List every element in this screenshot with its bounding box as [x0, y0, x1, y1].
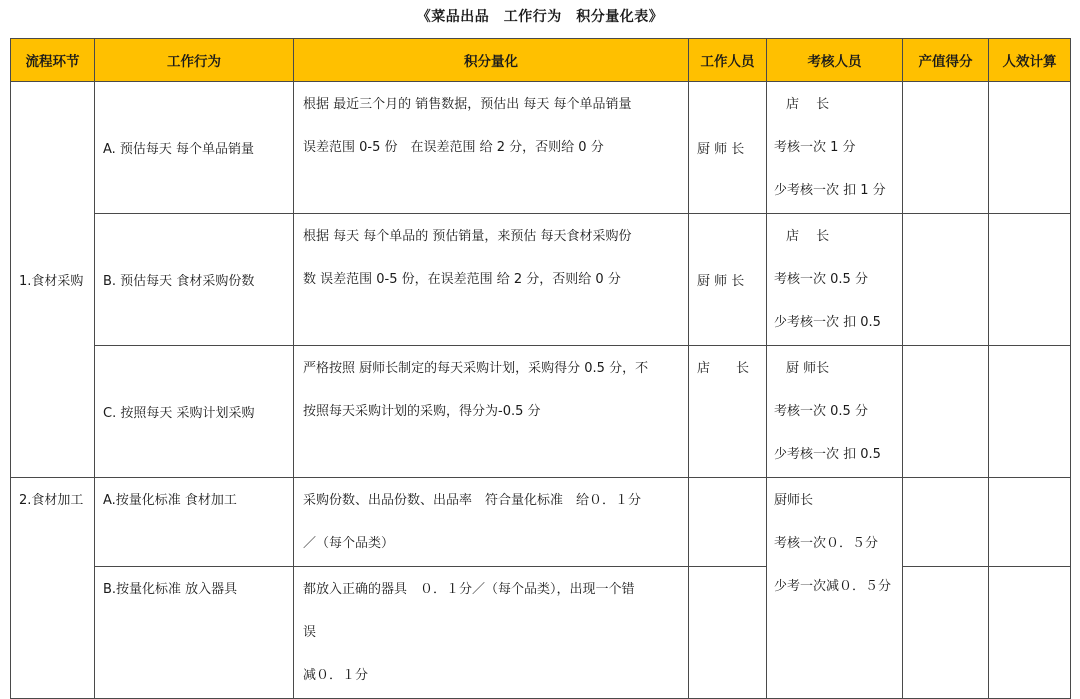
- score-cell: [294, 214, 689, 346]
- behavior-cell: A. 预估每天 每个单品销量: [95, 82, 294, 214]
- process-cell: 1.食材采购: [11, 82, 95, 478]
- efficiency-cell: [989, 82, 1071, 214]
- table-row: [11, 478, 1071, 567]
- behavior-cell: [95, 567, 294, 699]
- reviewer-line: 考核一次 1 分: [774, 140, 856, 155]
- table-row: [11, 214, 1071, 346]
- score-cell: [294, 346, 689, 478]
- behavior-cell: [95, 478, 294, 567]
- header-row: [11, 39, 1071, 82]
- table-row: [11, 346, 1071, 478]
- reviewer-cell: [767, 346, 903, 478]
- behavior-text: A.按量化标准 食材加工: [103, 493, 237, 508]
- reviewer-line: 考核一次０．５分: [774, 536, 879, 551]
- reviewer-line: 厨师长: [774, 493, 814, 508]
- score-cell: [294, 82, 689, 214]
- reviewer-line: 厨 师长: [786, 361, 830, 376]
- score-line: ／（每个品类）: [303, 536, 395, 551]
- efficiency-cell: [989, 567, 1071, 699]
- reviewer-line: 少考一次减０．５分: [774, 579, 892, 594]
- header-efficiency: 人效计算: [989, 39, 1071, 82]
- score-cell: [294, 478, 689, 567]
- table-row: [11, 567, 1071, 699]
- header-worker: 工作人员: [689, 39, 767, 82]
- reviewer-line: 考核一次 0.5 分: [774, 272, 868, 287]
- efficiency-cell: [989, 478, 1071, 567]
- score-line: 严格按照 厨师长制定的每天采购计划，采购得分 0.5 分，不: [303, 361, 649, 376]
- table-row: [11, 82, 1071, 214]
- score-line: 根据 最近三个月的 销售数据，预估出 每天 每个单品销量: [303, 97, 632, 112]
- header-process: 流程环节: [11, 39, 95, 82]
- header-score: 积分量化: [294, 39, 689, 82]
- efficiency-cell: [989, 346, 1071, 478]
- output-score-cell: [903, 82, 989, 214]
- reviewer-line: 少考核一次 扣 0.5: [774, 315, 881, 330]
- score-line: 根据 每天 每个单品的 预估销量，来预估 每天食材采购份: [303, 229, 632, 244]
- score-line: 数 误差范围 0-5 份，在误差范围 给 2 分，否则给 0 分: [303, 272, 621, 287]
- reviewer-line: 少考核一次 扣 1 分: [774, 183, 886, 198]
- score-line: 按照每天采购计划的采购，得分为-0.5 分: [303, 404, 541, 419]
- worker-cell: [689, 567, 767, 699]
- reviewer-line: 店 长: [786, 97, 830, 112]
- reviewer-line: 店 长: [786, 229, 830, 244]
- header-reviewer: 考核人员: [767, 39, 903, 82]
- score-line: 采购份数、出品份数、出品率 符合量化标准 给０．１分: [303, 493, 642, 508]
- score-line: 都放入正确的器具 ０．１分／（每个品类），出现一个错: [303, 582, 635, 597]
- worker-cell: [689, 346, 767, 478]
- behavior-text: B.按量化标准 放入器具: [103, 582, 238, 597]
- reviewer-cell: [767, 82, 903, 214]
- behavior-cell: C. 按照每天 采购计划采购: [95, 346, 294, 478]
- process-cell: [11, 478, 95, 699]
- output-score-cell: [903, 346, 989, 478]
- output-score-cell: [903, 478, 989, 567]
- output-score-cell: [903, 567, 989, 699]
- header-behavior: 工作行为: [95, 39, 294, 82]
- score-line: 减０．１分: [303, 668, 369, 683]
- worker-text: 店 长: [697, 361, 750, 376]
- worker-cell: [689, 478, 767, 567]
- worker-cell: 厨 师 长: [689, 214, 767, 346]
- header-output-score: 产值得分: [903, 39, 989, 82]
- reviewer-cell: [767, 214, 903, 346]
- score-line: 误: [303, 625, 317, 640]
- document-title: 《菜品出品 工作行为 积分量化表》: [416, 9, 664, 25]
- score-line: 误差范围 0-5 份 在误差范围 给 2 分，否则给 0 分: [303, 140, 604, 155]
- reviewer-cell: [767, 478, 903, 699]
- reviewer-line: 少考核一次 扣 0.5: [774, 447, 881, 462]
- process-text: 2.食材加工: [19, 493, 84, 508]
- output-score-cell: [903, 214, 989, 346]
- worker-cell: 厨 师 长: [689, 82, 767, 214]
- score-cell: [294, 567, 689, 699]
- behavior-cell: B. 预估每天 食材采购份数: [95, 214, 294, 346]
- efficiency-cell: [989, 214, 1071, 346]
- reviewer-line: 考核一次 0.5 分: [774, 404, 868, 419]
- score-table: [10, 38, 1071, 699]
